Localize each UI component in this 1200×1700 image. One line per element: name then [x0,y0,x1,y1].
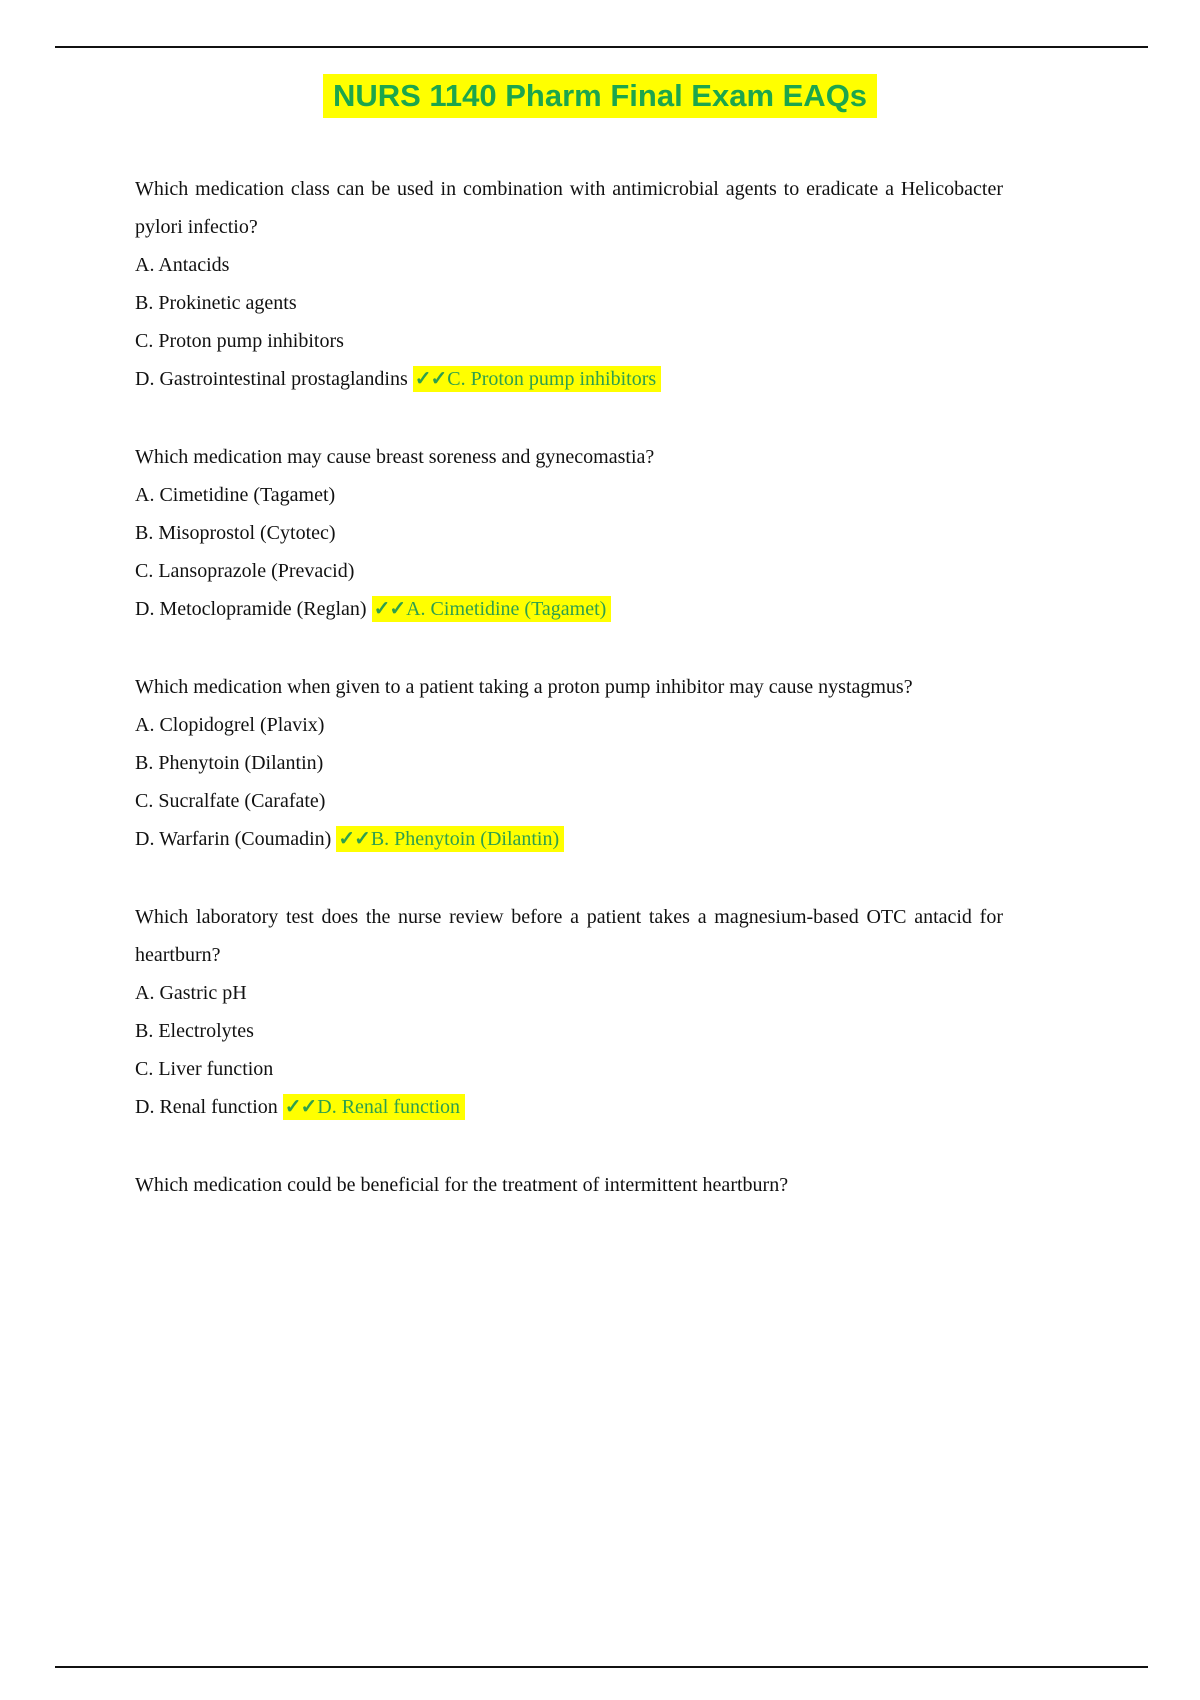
option-line [135,552,1003,590]
option-line [135,1012,1003,1050]
option-line [135,590,1003,628]
answer-text: A. Cimetidine (Tagamet) [406,598,607,620]
answer-highlight [372,596,612,622]
answer-text: D. Renal function [317,1096,461,1118]
page-title: NURS 1140 Pharm Final Exam EAQs [323,74,877,118]
option-line [135,1050,1003,1088]
title-area [0,0,1200,118]
checkmark-icon: ✓✓ [284,1096,317,1118]
question-text: Which medication could be beneficial for the treatment of intermittent heartburn? [135,1174,789,1196]
option-line [135,246,1003,284]
option-text: A. Antacids [135,254,230,276]
option-text: C. Liver function [135,1058,274,1080]
option-text: D. Warfarin (Coumadin) [135,828,332,850]
option-line [135,974,1003,1012]
question-block [135,668,1003,858]
options [135,974,1003,1126]
option-text: B. Phenytoin (Dilantin) [135,752,324,774]
option-line [135,284,1003,322]
bottom-rule [55,1666,1148,1668]
option-text: C. Proton pump inhibitors [135,330,344,352]
checkmark-icon: ✓✓ [414,368,447,390]
answer-highlight [336,826,564,852]
checkmark-icon: ✓✓ [373,598,406,620]
option-line [135,820,1003,858]
option-line [135,782,1003,820]
option-line [135,706,1003,744]
question-block [135,1166,1003,1204]
top-rule [55,46,1148,48]
answer-highlight [413,366,661,392]
question-text: Which medication class can be used in combination with antimicrobial agents to eradicate a Helicobacter pylori infectio? [135,178,1003,238]
questions-list [135,170,1003,1204]
options [135,706,1003,858]
option-line [135,1088,1003,1126]
option-text: B. Electrolytes [135,1020,254,1042]
question-text: Which medication may cause breast soreness and gynecomastia? [135,446,655,468]
option-line [135,476,1003,514]
option-text: A. Cimetidine (Tagamet) [135,484,336,506]
question-block [135,898,1003,1126]
answer-text: B. Phenytoin (Dilantin) [370,828,560,850]
option-line [135,744,1003,782]
option-line [135,514,1003,552]
question-block [135,438,1003,628]
option-text: A. Gastric pH [135,982,247,1004]
question-text: Which medication when given to a patient taking a proton pump inhibitor may cause nystagmus? [135,676,913,698]
option-text: B. Prokinetic agents [135,292,297,314]
answer-highlight [283,1094,465,1120]
option-text: D. Gastrointestinal prostaglandins [135,368,408,390]
answer-text: C. Proton pump inhibitors [447,368,657,390]
option-text: B. Misoprostol (Cytotec) [135,522,336,544]
option-text: A. Clopidogrel (Plavix) [135,714,325,736]
checkmark-icon: ✓✓ [338,828,370,850]
options [135,246,1003,398]
option-text: C. Sucralfate (Carafate) [135,790,326,812]
option-text: D. Metoclopramide (Reglan) [135,598,367,620]
option-text: D. Renal function [135,1096,278,1118]
option-line [135,360,1003,398]
options [135,476,1003,628]
option-line [135,322,1003,360]
option-text: C. Lansoprazole (Prevacid) [135,560,355,582]
question-block [135,170,1003,398]
question-text: Which laboratory test does the nurse review before a patient takes a magnesium-based OTC antacid for heartburn? [135,906,1003,966]
